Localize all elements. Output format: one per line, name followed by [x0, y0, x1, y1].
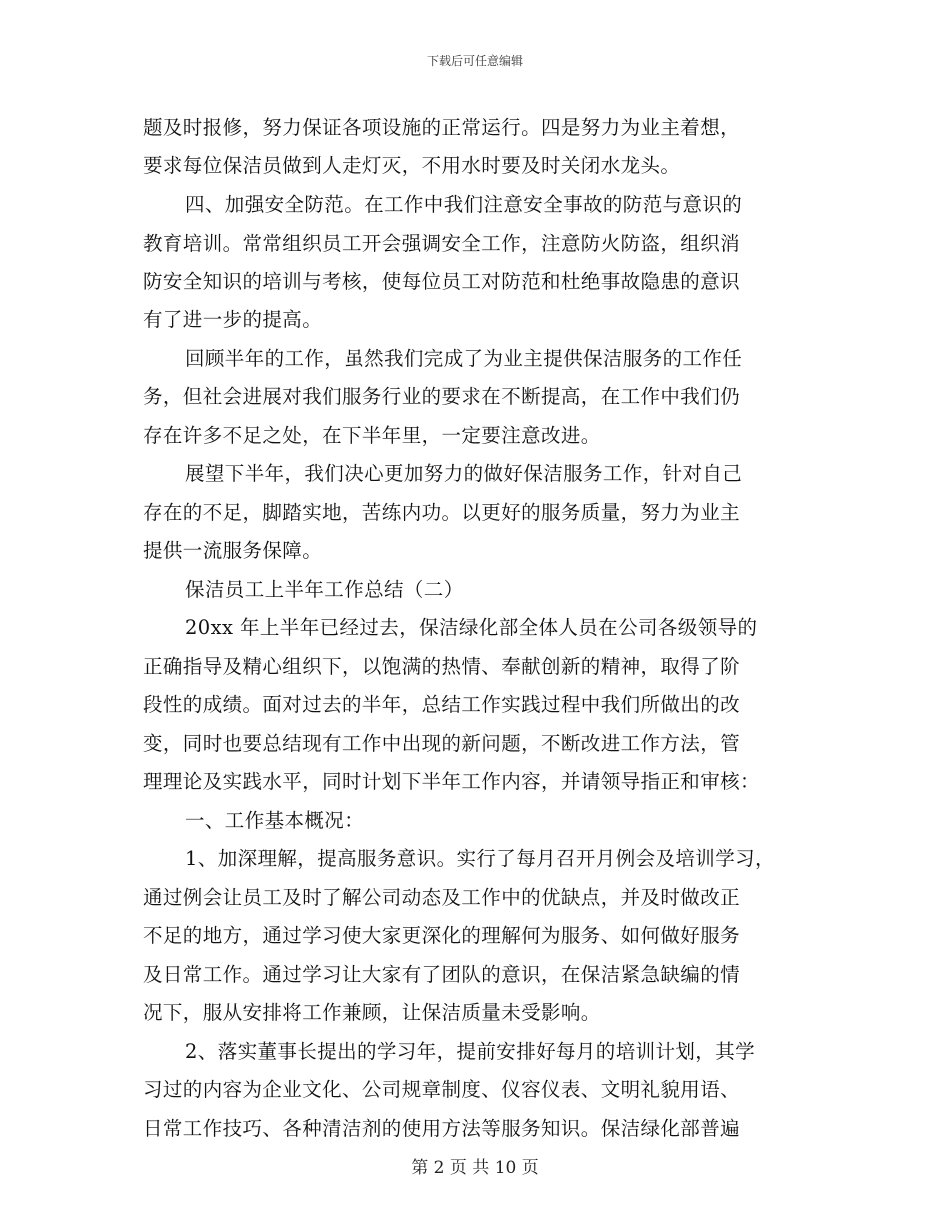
text-line: 四、加强安全防范。在工作中我们注意安全事故的防范与意识的 [185, 193, 743, 216]
text-line: 2、落实董事长提出的学习年，提前安排好每月的培训计划，其学 [185, 1040, 756, 1063]
text-line: 回顾半年的工作，虽然我们完成了为业主提供保洁服务的工作任 [185, 347, 743, 370]
text-line: 题及时报修，努力保证各项设施的正常运行。四是努力为业主着想， [143, 116, 741, 139]
page-header: 下载后可任意编辑 [426, 54, 523, 68]
page-footer: 第 2 页 共 10 页 [411, 1158, 539, 1178]
text-line: 通过例会让员工及时了解公司动态及工作中的优缺点，并及时做改正 [143, 886, 741, 909]
text-line: 存在许多不足之处，在下半年里，一定要注意改进。 [143, 424, 601, 447]
section-title: 保洁员工上半年工作总结（二） [185, 578, 464, 601]
text-line: 段性的成绩。面对过去的半年，总结工作实践过程中我们所做出的改 [143, 693, 741, 716]
text-line: 展望下半年，我们决心更加努力的做好保洁服务工作，针对自己 [185, 462, 743, 485]
text-line: 防安全知识的培训与考核，使每位员工对防范和杜绝事故隐患的意识 [143, 270, 741, 293]
text-line: 有了进一步的提高。 [143, 308, 323, 331]
text-line: 存在的不足，脚踏实地，苦练内功。以更好的服务质量，努力为业主 [143, 501, 741, 524]
text-line: 及日常工作。通过学习让大家有了团队的意识，在保洁紧急缺编的情 [143, 963, 741, 986]
text-line: 正确指导及精心组织下，以饱满的热情、奉献创新的精神，取得了阶 [143, 655, 741, 678]
text-line: 习过的内容为企业文化、公司规章制度、仪容仪表、文明礼貌用语、 [143, 1078, 741, 1101]
text-line: 理理论及实践水平，同时计划下半年工作内容，并请领导指正和审核： [143, 770, 760, 793]
text-line: 变，同时也要总结现有工作中出现的新问题，不断改进工作方法，管 [143, 732, 741, 755]
text-line: 一、工作基本概况： [185, 809, 365, 832]
text-line: 教育培训。常常组织员工开会强调安全工作，注意防火防盗，组织消 [143, 232, 741, 255]
text-line: 况下，服从安排将工作兼顾，让保洁质量未受影响。 [143, 1001, 601, 1024]
text-line: 20xx 年上半年已经过去，保洁绿化部全体人员在公司各级领导的 [185, 616, 758, 639]
text-line: 1、加深理解，提高服务意识。实行了每月召开月例会及培训学习， [185, 847, 775, 870]
text-line: 提供一流服务保障。 [143, 539, 323, 562]
text-line: 务，但社会进展对我们服务行业的要求在不断提高，在工作中我们仍 [143, 385, 741, 408]
text-line: 日常工作技巧、各种清洁剂的使用方法等服务知识。保洁绿化部普遍 [143, 1117, 741, 1140]
text-line: 不足的地方，通过学习使大家更深化的理解何为服务、如何做好服务 [143, 924, 741, 947]
text-line: 要求每位保洁员做到人走灯灭，不用水时要及时关闭水龙头。 [143, 154, 681, 177]
